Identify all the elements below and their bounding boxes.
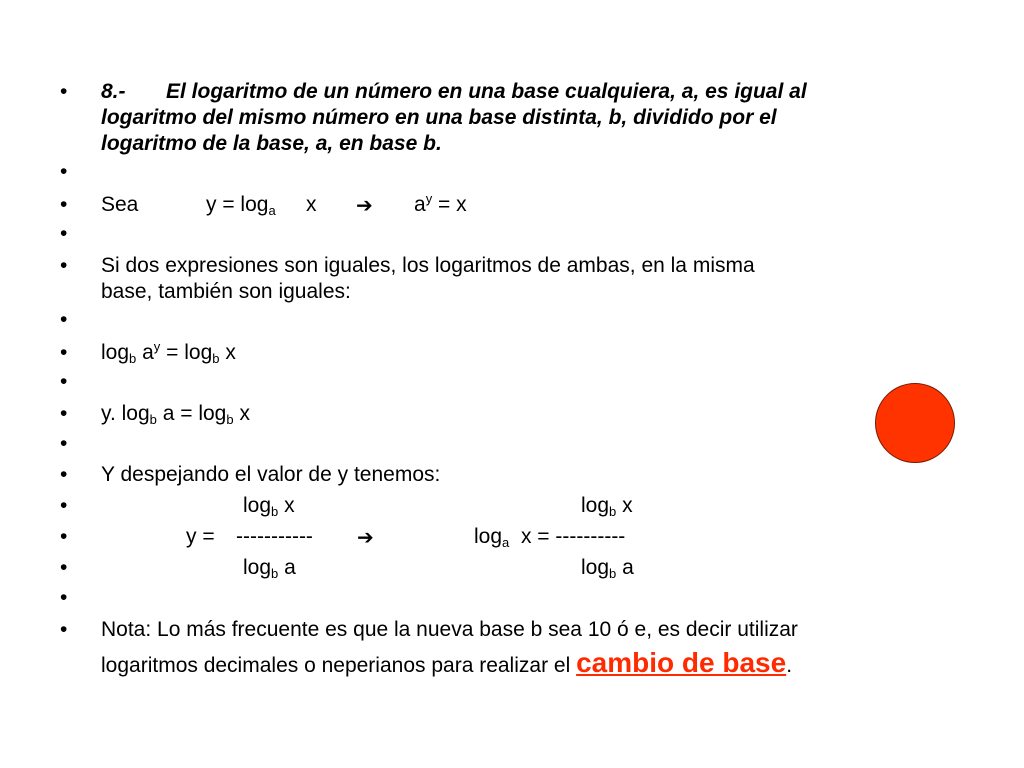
sea-formula: $y = \log_a$ <box>206 193 276 218</box>
sea-x: x <box>306 193 317 216</box>
denominator-right: $\log_b a$ <box>581 556 634 581</box>
arrow-icon: ➔ <box>356 193 373 217</box>
si-dos-text2: base, también son iguales: <box>101 280 351 303</box>
bullet-marker: • <box>60 160 68 183</box>
fraction-dashes-left: ----------- <box>236 525 313 548</box>
item1-line2: logaritmo del mismo número en una base distinta, b, dividido por el <box>101 106 777 129</box>
item1-line1: El logaritmo de un número en una base cualquiera, a, es igual al <box>166 80 807 103</box>
bullet-marker: • <box>60 586 68 609</box>
nota-text2: logaritmos decimales o neperianos para realizar el cambio de base. <box>101 647 793 678</box>
bullet-marker: • <box>60 80 68 103</box>
item-number: 8.- <box>101 80 126 103</box>
bullet-marker: • <box>60 432 68 455</box>
nota-text1: Nota: Lo más frecuente es que la nueva base b sea 10 ó e, es decir utilizar <box>101 618 798 641</box>
bullet-marker: • <box>60 370 68 393</box>
sea-result: $a^y = x$ <box>414 191 467 216</box>
bullet-marker: • <box>60 556 68 579</box>
fraction-y-eq: y = <box>186 525 215 548</box>
red-circle-button[interactable] <box>875 383 955 463</box>
despejando-text: Y despejando el valor de y tenemos: <box>101 463 441 486</box>
si-dos-text1: Si dos expresiones son iguales, los logaritmos de ambas, en la misma <box>101 254 755 277</box>
item1-line3: logaritmo de la base, a, en base b. <box>101 132 442 155</box>
arrow-icon: ➔ <box>357 525 374 549</box>
fraction-right-expr: $\log_a x$ = ---------- <box>474 525 626 550</box>
bullet-marker: • <box>60 193 68 216</box>
bullet-marker: • <box>60 341 68 364</box>
bullet-marker: • <box>60 402 68 425</box>
numerator-right: $\log_b x$ <box>581 494 633 519</box>
bullet-marker: • <box>60 618 68 641</box>
bullet-marker: • <box>60 222 68 245</box>
denominator-left: $\log_b a$ <box>243 556 296 581</box>
bullet-marker: • <box>60 308 68 331</box>
cambio-de-base-link[interactable]: cambio de base <box>576 647 787 678</box>
bullet-marker: • <box>60 463 68 486</box>
sea-label: Sea <box>101 193 139 216</box>
bullet-marker: • <box>60 525 68 548</box>
equation-2-text: y. $\log_b a = \log_b x$ <box>101 402 250 427</box>
numerator-left: $\log_b x$ <box>243 494 295 519</box>
bullet-marker: • <box>60 494 68 517</box>
equation-1-text: $\log_b a^y = \log_b x$ <box>101 339 236 366</box>
bullet-marker: • <box>60 254 68 277</box>
